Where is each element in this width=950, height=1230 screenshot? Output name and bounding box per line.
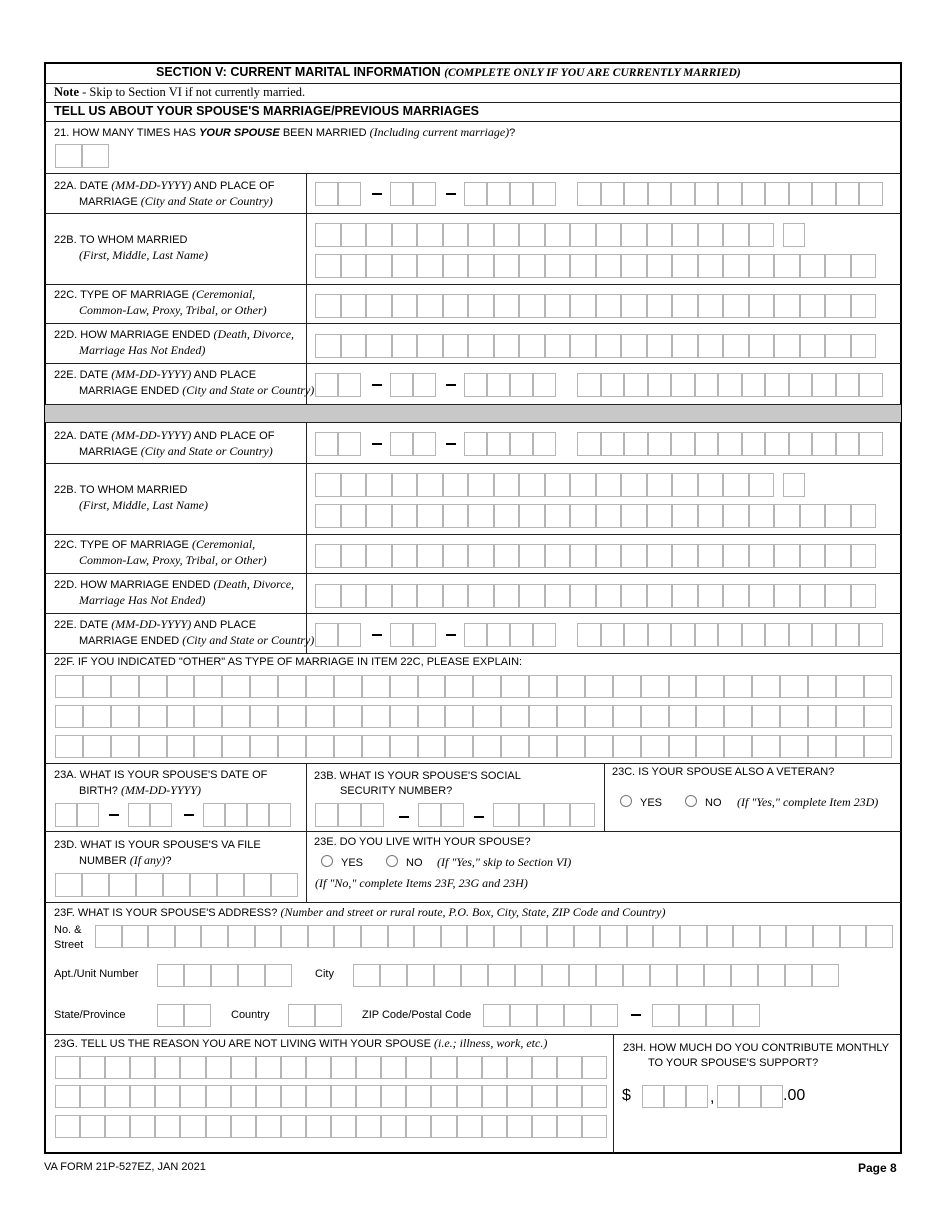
char-box[interactable] xyxy=(445,705,473,728)
char-box[interactable] xyxy=(557,735,585,758)
char-box[interactable] xyxy=(669,735,697,758)
char-box[interactable] xyxy=(680,925,707,948)
char-box[interactable] xyxy=(155,1085,180,1108)
char-box[interactable] xyxy=(529,705,557,728)
char-box[interactable] xyxy=(306,1056,331,1079)
char-box[interactable] xyxy=(148,925,175,948)
char-box[interactable] xyxy=(231,1056,256,1079)
char-box[interactable] xyxy=(650,964,677,987)
q22d-ended-input-1[interactable] xyxy=(315,334,876,358)
char-box[interactable] xyxy=(256,1085,281,1108)
char-box[interactable] xyxy=(105,1115,130,1138)
q21-label: 21. HOW MANY TIMES HAS YOUR SPOUSE BEEN MARRIED (Including current marriage)? xyxy=(54,125,516,139)
q22a-label-1: 22A. DATE (MM-DD-YYYY) AND PLACE OF MARRIAGE (City and State or Country) xyxy=(54,178,275,208)
q22b-first-name-2[interactable] xyxy=(315,473,774,497)
char-box[interactable] xyxy=(780,675,808,698)
q22a-date-input-1[interactable] xyxy=(315,182,361,206)
q22a-place-input-2[interactable] xyxy=(577,432,883,456)
q23a-label: 23A. WHAT IS YOUR SPOUSE'S DATE OF BIRTH? (MM-DD-YYYY) xyxy=(54,769,268,797)
char-box[interactable] xyxy=(696,675,724,698)
q23h-comma: , xyxy=(710,1089,715,1106)
q22d-ended-input-2[interactable] xyxy=(315,584,876,608)
char-box[interactable] xyxy=(813,925,840,948)
q22d-label-2: 22D. HOW MARRIAGE ENDED (Death, Divorce, Marriage Has Not Ended) xyxy=(54,577,295,607)
char-box[interactable] xyxy=(808,675,836,698)
q22c-label-1: 22C. TYPE OF MARRIAGE (Ceremonial, Common-Law, Proxy, Tribal, or Other) xyxy=(54,287,267,317)
char-box[interactable] xyxy=(482,1115,507,1138)
char-box[interactable] xyxy=(473,675,501,698)
char-box[interactable] xyxy=(83,735,111,758)
char-box[interactable] xyxy=(557,1115,582,1138)
char-box[interactable] xyxy=(180,1056,205,1079)
char-box[interactable] xyxy=(501,735,529,758)
char-box[interactable] xyxy=(808,735,836,758)
char-box[interactable] xyxy=(627,925,654,948)
char-box[interactable] xyxy=(641,735,669,758)
radio-icon[interactable] xyxy=(685,795,697,807)
char-box[interactable] xyxy=(585,675,613,698)
char-box[interactable] xyxy=(111,735,139,758)
char-box[interactable] xyxy=(557,675,585,698)
radio-icon[interactable] xyxy=(620,795,632,807)
q22f-explain-line-2[interactable] xyxy=(55,705,892,728)
note: Note - Skip to Section VI if not currently married. xyxy=(54,85,306,99)
q23b-label: 23B. WHAT IS YOUR SPOUSE'S SOCIAL SECURITY NUMBER? xyxy=(314,770,521,797)
char-box[interactable] xyxy=(569,964,596,987)
char-box[interactable] xyxy=(600,925,627,948)
char-box[interactable] xyxy=(222,675,250,698)
char-box[interactable] xyxy=(812,964,839,987)
q22a-date-input-2[interactable] xyxy=(315,432,361,456)
q23e-label: 23E. DO YOU LIVE WITH YOUR SPOUSE? xyxy=(314,836,531,848)
char-box[interactable] xyxy=(707,925,734,948)
q22e-date-input-2[interactable] xyxy=(315,623,361,647)
char-box[interactable] xyxy=(507,1056,532,1079)
char-box[interactable] xyxy=(362,705,390,728)
q23c-no-option[interactable]: NO xyxy=(685,795,722,811)
char-box[interactable] xyxy=(501,705,529,728)
q23h-amount-hundreds[interactable] xyxy=(717,1085,783,1108)
char-box[interactable] xyxy=(758,964,785,987)
char-box[interactable] xyxy=(83,675,111,698)
char-box[interactable] xyxy=(677,964,704,987)
char-box[interactable] xyxy=(256,1056,281,1079)
q23e-yes-option[interactable]: YES xyxy=(321,855,363,871)
q23f-state-input[interactable] xyxy=(157,1004,211,1027)
char-box[interactable] xyxy=(278,735,306,758)
q22e-date-day-1[interactable] xyxy=(390,373,436,397)
radio-icon[interactable] xyxy=(321,855,333,867)
char-box[interactable] xyxy=(457,1056,482,1079)
char-box[interactable] xyxy=(231,1115,256,1138)
char-box[interactable] xyxy=(278,705,306,728)
char-box[interactable] xyxy=(331,1056,356,1079)
char-box[interactable] xyxy=(785,964,812,987)
char-box[interactable] xyxy=(194,675,222,698)
q22e-date-input-1[interactable] xyxy=(315,373,361,397)
char-box[interactable] xyxy=(864,705,892,728)
char-box[interactable] xyxy=(434,964,461,987)
char-box[interactable] xyxy=(281,1056,306,1079)
char-box[interactable] xyxy=(532,1085,557,1108)
char-box[interactable] xyxy=(206,1056,231,1079)
char-box[interactable] xyxy=(557,1056,582,1079)
char-box[interactable] xyxy=(331,1085,356,1108)
char-box[interactable] xyxy=(786,925,813,948)
char-box[interactable] xyxy=(557,705,585,728)
char-box[interactable] xyxy=(529,735,557,758)
q23f-apt-input[interactable] xyxy=(157,964,292,987)
char-box[interactable] xyxy=(167,675,195,698)
q21-times-married-input[interactable] xyxy=(55,144,109,168)
char-box[interactable] xyxy=(866,925,893,948)
char-box[interactable] xyxy=(532,1115,557,1138)
char-box[interactable] xyxy=(507,1085,532,1108)
q22e-label-2: 22E. DATE (MM-DD-YYYY) AND PLACE MARRIAGE ENDED (City and State or Country) xyxy=(54,617,315,647)
q22b-last-name-1[interactable] xyxy=(315,254,876,278)
char-box[interactable] xyxy=(613,735,641,758)
char-box[interactable] xyxy=(111,705,139,728)
char-box[interactable] xyxy=(390,705,418,728)
char-box[interactable] xyxy=(180,1085,205,1108)
q23b-ssn-part3[interactable] xyxy=(493,803,595,827)
char-box[interactable] xyxy=(752,675,780,698)
char-box[interactable] xyxy=(353,964,380,987)
char-box[interactable] xyxy=(250,735,278,758)
char-box[interactable] xyxy=(457,1115,482,1138)
char-box[interactable] xyxy=(194,735,222,758)
q23g-reason-line-3[interactable] xyxy=(55,1115,607,1138)
q23f-zip-ext-input[interactable] xyxy=(652,1004,760,1027)
char-box[interactable] xyxy=(167,735,195,758)
q22b-label-2: 22B. TO WHOM MARRIED (First, Middle, Last Name) xyxy=(54,484,208,512)
char-box[interactable] xyxy=(836,675,864,698)
char-box[interactable] xyxy=(388,925,415,948)
char-box[interactable] xyxy=(130,1115,155,1138)
char-box[interactable] xyxy=(256,1115,281,1138)
char-box[interactable] xyxy=(461,964,488,987)
char-box[interactable] xyxy=(130,1085,155,1108)
char-box[interactable] xyxy=(55,1056,80,1079)
char-box[interactable] xyxy=(206,1115,231,1138)
char-box[interactable] xyxy=(362,675,390,698)
char-box[interactable] xyxy=(380,964,407,987)
q22a-date-day-1[interactable] xyxy=(390,182,436,206)
q23a-dob-month[interactable] xyxy=(55,803,99,827)
char-box[interactable] xyxy=(780,705,808,728)
q22d-label-1: 22D. HOW MARRIAGE ENDED (Death, Divorce, Marriage Has Not Ended) xyxy=(54,327,295,357)
char-box[interactable] xyxy=(55,705,83,728)
char-box[interactable] xyxy=(167,705,195,728)
q23e-hint: (If "Yes," skip to Section VI) xyxy=(437,855,572,869)
char-box[interactable] xyxy=(308,925,335,948)
radio-icon[interactable] xyxy=(386,855,398,867)
char-box[interactable] xyxy=(406,1056,431,1079)
char-box[interactable] xyxy=(473,735,501,758)
char-box[interactable] xyxy=(431,1085,456,1108)
char-box[interactable] xyxy=(175,925,202,948)
char-box[interactable] xyxy=(139,675,167,698)
char-box[interactable] xyxy=(334,735,362,758)
q22e-place-input-2[interactable] xyxy=(577,623,883,647)
char-box[interactable] xyxy=(501,675,529,698)
char-box[interactable] xyxy=(390,735,418,758)
q22a-date-year-2[interactable] xyxy=(464,432,556,456)
char-box[interactable] xyxy=(281,925,308,948)
char-box[interactable] xyxy=(431,1056,456,1079)
char-box[interactable] xyxy=(356,1115,381,1138)
q23f-street-label: No. & Street xyxy=(54,924,84,951)
char-box[interactable] xyxy=(83,705,111,728)
char-box[interactable] xyxy=(864,735,892,758)
char-box[interactable] xyxy=(557,1085,582,1108)
char-box[interactable] xyxy=(231,1085,256,1108)
q23d-label: 23D. WHAT IS YOUR SPOUSE'S VA FILE NUMBER (If any)? xyxy=(54,839,261,867)
q23c-hint: (If "Yes," complete Item 23D) xyxy=(737,795,879,809)
char-box[interactable] xyxy=(641,675,669,698)
q23f-apt-label: Apt./Unit Number xyxy=(54,968,139,980)
char-box[interactable] xyxy=(582,1115,607,1138)
char-box[interactable] xyxy=(836,705,864,728)
char-box[interactable] xyxy=(180,1115,205,1138)
char-box[interactable] xyxy=(532,1056,557,1079)
char-box[interactable] xyxy=(623,964,650,987)
char-box[interactable] xyxy=(381,1056,406,1079)
char-box[interactable] xyxy=(356,1056,381,1079)
char-box[interactable] xyxy=(418,675,446,698)
char-box[interactable] xyxy=(55,1085,80,1108)
char-box[interactable] xyxy=(669,705,697,728)
char-box[interactable] xyxy=(585,735,613,758)
char-box[interactable] xyxy=(105,1085,130,1108)
char-box[interactable] xyxy=(780,735,808,758)
char-box[interactable] xyxy=(724,675,752,698)
char-box[interactable] xyxy=(704,964,731,987)
char-box[interactable] xyxy=(331,1115,356,1138)
char-box[interactable] xyxy=(334,675,362,698)
char-box[interactable] xyxy=(574,925,601,948)
char-box[interactable] xyxy=(521,925,548,948)
q22e-date-year-2[interactable] xyxy=(464,623,556,647)
char-box[interactable] xyxy=(752,705,780,728)
char-box[interactable] xyxy=(473,705,501,728)
q23h-dollar-sign: $ xyxy=(622,1087,631,1104)
char-box[interactable] xyxy=(306,1085,331,1108)
section-subheader: TELL US ABOUT YOUR SPOUSE'S MARRIAGE/PREVIOUS MARRIAGES xyxy=(54,104,480,118)
char-box[interactable] xyxy=(255,925,282,948)
q23f-zip-input[interactable] xyxy=(483,1004,618,1027)
q23f-street-input[interactable] xyxy=(95,925,893,948)
q22a-label-2: 22A. DATE (MM-DD-YYYY) AND PLACE OF MARRIAGE (City and State or Country) xyxy=(54,428,275,458)
char-box[interactable] xyxy=(222,735,250,758)
char-box[interactable] xyxy=(696,735,724,758)
char-box[interactable] xyxy=(445,735,473,758)
q22e-date-day-2[interactable] xyxy=(390,623,436,647)
char-box[interactable] xyxy=(381,1085,406,1108)
q22a-place-input-1[interactable] xyxy=(577,182,883,206)
char-box[interactable] xyxy=(613,705,641,728)
char-box[interactable] xyxy=(250,675,278,698)
char-box[interactable] xyxy=(585,705,613,728)
q23h-cents: .00 xyxy=(783,1087,806,1104)
char-box[interactable] xyxy=(696,705,724,728)
char-box[interactable] xyxy=(613,675,641,698)
q23f-city-label: City xyxy=(315,968,334,980)
char-box[interactable] xyxy=(488,964,515,987)
char-box[interactable] xyxy=(111,675,139,698)
char-box[interactable] xyxy=(55,735,83,758)
char-box[interactable] xyxy=(529,675,557,698)
q22f-explain-line-3[interactable] xyxy=(55,735,892,758)
char-box[interactable] xyxy=(362,735,390,758)
char-box[interactable] xyxy=(281,1115,306,1138)
char-box[interactable] xyxy=(356,1085,381,1108)
q22a-date-year-1[interactable] xyxy=(464,182,556,206)
char-box[interactable] xyxy=(808,705,836,728)
q22f-explain-line-1[interactable] xyxy=(55,675,892,698)
char-box[interactable] xyxy=(155,1056,180,1079)
char-box[interactable] xyxy=(55,1115,80,1138)
q23f-country-label: Country xyxy=(231,1009,270,1021)
section-title: SECTION V: CURRENT MARITAL INFORMATION (COMPLETE ONLY IF YOU ARE CURRENTLY MARRIED) xyxy=(156,65,741,79)
char-box[interactable] xyxy=(80,1056,105,1079)
char-box[interactable] xyxy=(406,1085,431,1108)
char-box[interactable] xyxy=(864,675,892,698)
q23f-label: 23F. WHAT IS YOUR SPOUSE'S ADDRESS? (Number and street or rural route, P.O. Box, City, State, ZIP Code and Country) xyxy=(54,905,666,919)
q23c-label: 23C. IS YOUR SPOUSE ALSO A VETERAN? xyxy=(612,766,835,778)
char-box[interactable] xyxy=(547,925,574,948)
q23d-va-file-input[interactable] xyxy=(55,873,298,897)
q23f-state-label: State/Province xyxy=(54,1009,126,1021)
char-box[interactable] xyxy=(361,925,388,948)
char-box[interactable] xyxy=(507,1115,532,1138)
q22e-label-1: 22E. DATE (MM-DD-YYYY) AND PLACE MARRIAGE ENDED (City and State or Country) xyxy=(54,367,315,397)
q23g-reason-line-2[interactable] xyxy=(55,1085,607,1108)
char-box[interactable] xyxy=(406,1115,431,1138)
char-box[interactable] xyxy=(139,705,167,728)
q22e-date-year-1[interactable] xyxy=(464,373,556,397)
char-box[interactable] xyxy=(724,705,752,728)
char-box[interactable] xyxy=(194,705,222,728)
char-box[interactable] xyxy=(250,705,278,728)
q22c-type-input-2[interactable] xyxy=(315,544,876,568)
char-box[interactable] xyxy=(418,705,446,728)
q23f-city-input[interactable] xyxy=(353,964,839,987)
q22c-label-2: 22C. TYPE OF MARRIAGE (Ceremonial, Common-Law, Proxy, Tribal, or Other) xyxy=(54,537,267,567)
q22b-middle-initial-2[interactable] xyxy=(783,473,805,497)
q22b-middle-initial-1[interactable] xyxy=(783,223,805,247)
char-box[interactable] xyxy=(206,1085,231,1108)
char-box[interactable] xyxy=(407,964,434,987)
q22a-date-day-2[interactable] xyxy=(390,432,436,456)
q22c-type-input-1[interactable] xyxy=(315,294,876,318)
char-box[interactable] xyxy=(80,1085,105,1108)
q22b-label-1: 22B. TO WHOM MARRIED (First, Middle, Last Name) xyxy=(54,234,208,262)
char-box[interactable] xyxy=(840,925,867,948)
char-box[interactable] xyxy=(669,675,697,698)
q23f-zip-label: ZIP Code/Postal Code xyxy=(362,1009,472,1021)
char-box[interactable] xyxy=(306,1115,331,1138)
char-box[interactable] xyxy=(431,1115,456,1138)
q23e-no-option[interactable]: NO xyxy=(386,855,423,871)
char-box[interactable] xyxy=(95,925,122,948)
char-box[interactable] xyxy=(542,964,569,987)
char-box[interactable] xyxy=(482,1085,507,1108)
char-box[interactable] xyxy=(457,1085,482,1108)
q22b-last-name-2[interactable] xyxy=(315,504,876,528)
char-box[interactable] xyxy=(55,675,83,698)
char-box[interactable] xyxy=(306,675,334,698)
char-box[interactable] xyxy=(278,675,306,698)
char-box[interactable] xyxy=(155,1115,180,1138)
char-box[interactable] xyxy=(201,925,228,948)
char-box[interactable] xyxy=(836,735,864,758)
char-box[interactable] xyxy=(334,705,362,728)
char-box[interactable] xyxy=(306,705,334,728)
char-box[interactable] xyxy=(418,735,446,758)
q23h-label: 23H. HOW MUCH DO YOU CONTRIBUTE MONTHLY TO YOUR SPOUSE'S SUPPORT? xyxy=(623,1042,890,1069)
char-box[interactable] xyxy=(80,1115,105,1138)
char-box[interactable] xyxy=(641,705,669,728)
q23f-country-input[interactable] xyxy=(288,1004,342,1027)
char-box[interactable] xyxy=(582,1085,607,1108)
q23b-ssn-part2[interactable] xyxy=(418,803,464,827)
form-id: VA FORM 21P-527EZ, JAN 2021 xyxy=(44,1161,206,1173)
q23g-reason-line-1[interactable] xyxy=(55,1056,607,1079)
char-box[interactable] xyxy=(445,675,473,698)
char-box[interactable] xyxy=(760,925,787,948)
char-box[interactable] xyxy=(281,1085,306,1108)
char-box[interactable] xyxy=(653,925,680,948)
char-box[interactable] xyxy=(390,675,418,698)
char-box[interactable] xyxy=(414,925,441,948)
char-box[interactable] xyxy=(381,1115,406,1138)
q23g-label: 23G. TELL US THE REASON YOU ARE NOT LIVING WITH YOUR SPOUSE (i.e.; illness, work, etc.) xyxy=(54,1036,548,1050)
char-box[interactable] xyxy=(130,1056,155,1079)
char-box[interactable] xyxy=(306,735,334,758)
q23e-hint2: (If "No," complete Items 23F, 23G and 23H) xyxy=(315,876,528,890)
char-box[interactable] xyxy=(334,925,361,948)
page-number: Page 8 xyxy=(858,1161,897,1175)
char-box[interactable] xyxy=(724,735,752,758)
q23b-ssn-part1[interactable] xyxy=(315,803,384,827)
char-box[interactable] xyxy=(105,1056,130,1079)
char-box[interactable] xyxy=(482,1056,507,1079)
char-box[interactable] xyxy=(494,925,521,948)
q23a-dob-day[interactable] xyxy=(128,803,172,827)
q22b-first-name-1[interactable] xyxy=(315,223,774,247)
char-box[interactable] xyxy=(582,1056,607,1079)
char-box[interactable] xyxy=(467,925,494,948)
char-box[interactable] xyxy=(752,735,780,758)
q23a-dob-year[interactable] xyxy=(203,803,291,827)
marriage-separator xyxy=(45,405,901,422)
char-box[interactable] xyxy=(515,964,542,987)
char-box[interactable] xyxy=(733,925,760,948)
char-box[interactable] xyxy=(596,964,623,987)
char-box[interactable] xyxy=(222,705,250,728)
char-box[interactable] xyxy=(228,925,255,948)
q23h-amount-thousands[interactable] xyxy=(642,1085,708,1108)
char-box[interactable] xyxy=(441,925,468,948)
char-box[interactable] xyxy=(731,964,758,987)
q22f-label: 22F. IF YOU INDICATED "OTHER" AS TYPE OF MARRIAGE IN ITEM 22C, PLEASE EXPLAIN: xyxy=(54,656,523,668)
q23c-yes-option[interactable]: YES xyxy=(620,795,662,811)
q22e-place-input-1[interactable] xyxy=(577,373,883,397)
char-box[interactable] xyxy=(122,925,149,948)
char-box[interactable] xyxy=(139,735,167,758)
